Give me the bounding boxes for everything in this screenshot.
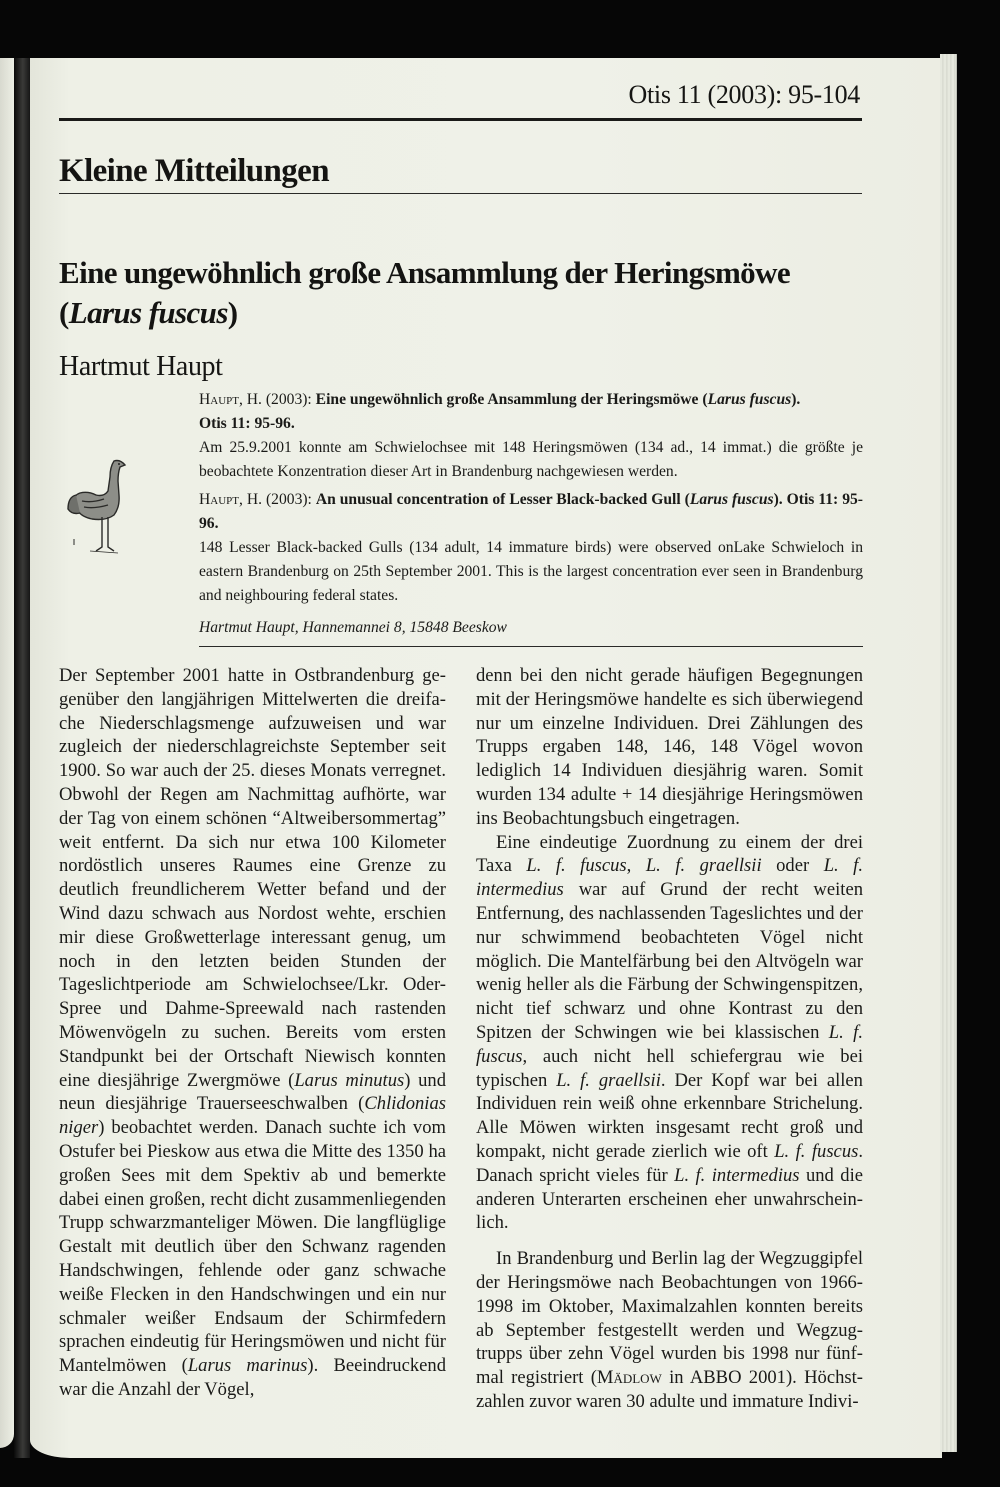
section-rule (59, 193, 862, 194)
body-paragraph: denn bei den nicht gerade häufigen Begegnungen mit der Heringsmöwe handelte es sich überwiegend nur um einzelne Individuen. Drei Zählungen des Trupps ergaben 148, 146, 148 Vögel wovon lediglich 14 Individuen diesjährig waren. Somit wurden 134 adulte + 14 diesjährige Heringsmöwen ins Beobachtungsbuch eingetragen. (476, 665, 863, 829)
article-author: Hartmut Haupt (59, 351, 223, 382)
book-gutter (14, 58, 30, 1458)
species-name: Larus fuscus (68, 295, 228, 330)
article-title-line1: Eine ungewöhnlich große Ansammlung der Heringsmöwe (59, 255, 791, 290)
abstract-citation-de: Haupt, H. (2003): Eine ungewöhnlich große Ansammlung der Heringsmöwe (Larus fuscus). Otis 11: 95-96. (199, 391, 801, 432)
header-rule (59, 118, 862, 121)
author-affiliation: Hartmut Haupt, Hannemannei 8, 15848 Beeskow (199, 619, 507, 636)
abstract-text-de: Am 25.9.2001 konnte am Schwielochsee mit 148 Heringsmöwen (134 ad., 14 immat.) die größte je beobachtete Konzentration dieser Art in Brandenburg nachgewiesen werden. (199, 439, 863, 480)
facing-page-edge (0, 58, 14, 1448)
abstract-rule (199, 646, 863, 647)
article-title (59, 253, 879, 333)
running-head: Otis 11 (2003): 95-104 (628, 80, 860, 109)
article-title-line2: (Larus fuscus) (59, 295, 238, 330)
abstract-block (199, 388, 863, 640)
page-stack-edge (940, 54, 957, 1452)
body-column-left (59, 664, 446, 1402)
body-paragraph: In Brandenburg und Berlin lag der Wegzuggipfel der Heringsmöwe nach Beobachtungen von 1966-1998 im Oktober, Maximalzahlen konnten bereits ab September festgestellt werden und Wegzugtrupps über zehn Vögel wurden bis 1998 nur fünfmal registriert (Mädlow in ABBO 2001). Höchstzahlen zuvor waren 30 adulte und immature Indivi- (476, 1248, 863, 1412)
abstract-citation-en: Haupt, H. (2003): An unusual concentration of Lesser Black-backed Gull (Larus fuscus). Otis 11: 95-96. (199, 491, 863, 532)
bustard-bird-icon (62, 455, 138, 565)
body-paragraph: Eine eindeutige Zuordnung zu einem der drei Taxa L. f. fuscus, L. f. graellsii oder L. f. intermedius war auf Grund der recht weiten Entfernung, des nachlassenden Tageslichtes und der nur schwimmend beobachteten Vögel nicht möglich. Die Mantelfärbung bei den Altvögeln war wenig heller als die Färbung der Schwingenspitzen, nicht tief schwarz und ohne Kontrast zu den Spitzen der Schwingen wie bei klassischen L. f. fuscus, auch nicht hell schiefergrau wie bei typischen L. f. graellsii. Der Kopf war bei allen Individuen rein weiß ohne erkennbare Strichelung. Alle Möwen wirkten insgesamt recht groß und kompakt, nicht gerade zierlich wie oft L. f. fuscus. Danach spricht vieles für L. f. intermedius und die anderen Unterarten erscheinen eher unwahrscheinlich. (476, 831, 864, 1234)
body-paragraph: Der September 2001 hatte in Ostbrandenburg gegenüber den langjährigen Mittelwerten die dreifache Niederschlagsmenge aufzuweisen und war zugleich der niederschlagreichste September seit 1900. So war auch der 25. dieses Monats verregnet. Obwohl der Regen am Nachmittag aufhörte, war der Tag von einem schönen “Altweibersommertag” weit entfernt. Da sich nur etwa 100 Kilometer nordöstlich unseres Raumes eine Grenze zu deutlich freundlicherem Wetter befand und der Wind dazu schwach aus Nordost wehte, erschien mir diese Großwetterlage interessant genug, um noch in den letzten beiden Stunden der Tageslichtperiode am Schwielochsee/Lkr. Oder-Spree und Dahme-Spreewald nach rastenden Möwenvögeln zu suchen. Bereits vom ersten Standpunkt bei der Ortschaft Niewisch konnten eine diesjährige Zwergmöwe (Larus minutus) und neun diesjährige Trauerseeschwalben (Chlidonias niger) beobachtet werden. Danach suchte ich vom Ostufer bei Pieskow aus etwa die Mitte des 1350 ha großen Sees mit dem Spektiv ab und bemerkte dabei einen großen, recht dicht zusammenliegenden Trupp schwarzmanteliger Möwen. Die langflüglige Gestalt mit deutlich über den Schwanz ragenden Handschwingen, fehlende oder ganz schwache weiße Flecken in den Handschwingen und ein nur schmaler weißer Endsaum der Schirmfedern sprachen eindeutig für Heringsmöwen und nicht für Mantelmöwen (Larus marinus). Beeindruckend war die Anzahl der Vögel, (59, 665, 446, 1400)
abstract-text-en: 148 Lesser Black-backed Gulls (134 adult, 14 immature birds) were observed onLake Schwieloch in eastern Brandenburg on 25th September 2001. This is the largest concentration ever seen in Brandenburg and neighbouring federal states. (199, 539, 863, 604)
section-title: Kleine Mitteilungen (59, 153, 329, 189)
body-column-right (476, 664, 863, 1414)
